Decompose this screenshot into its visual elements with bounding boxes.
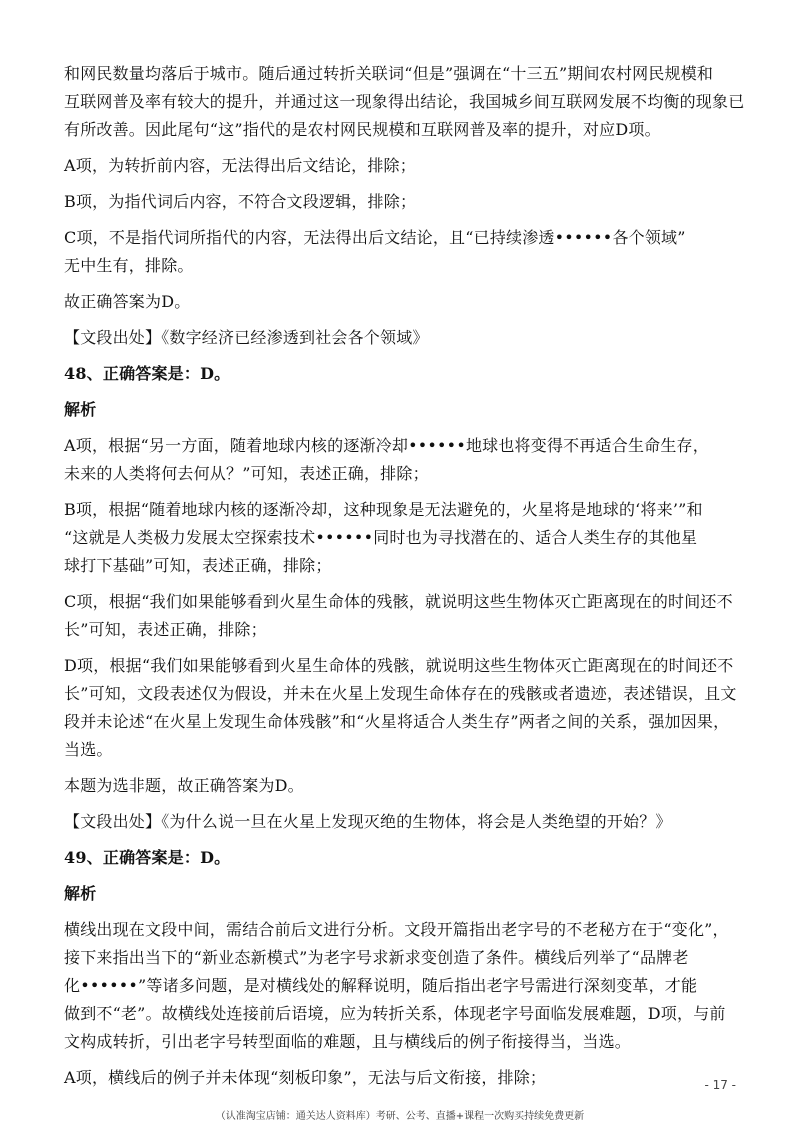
section-heading	[64, 880, 740, 908]
text-line: 解析	[64, 884, 97, 903]
paragraph	[64, 808, 740, 836]
section-heading	[64, 360, 740, 388]
text-line: 当选。	[64, 740, 113, 759]
text-line: C项，根据“我们如果能够看到火星生命体的残骸，就说明这些生物体灭亡距离现在的时间还不	[64, 592, 733, 611]
text-line: 做到不“老”。故横线处连接前后语境，应为转折关系，体现老字号面临发展难题，D项，与前	[64, 1004, 726, 1023]
text-line: 解析	[64, 400, 97, 419]
text-line: 【文段出处】《数字经济已经渗透到社会各个领域》	[64, 328, 429, 347]
page-number: - 17 -	[704, 1078, 736, 1092]
text-line: 球打下基础”可知，表述正确，排除；	[64, 556, 332, 575]
text-line: “这就是人类极力发展太空探索技术••••••同时也为寻找潜在的、适合人类生存的其他星	[64, 528, 698, 547]
text-line: A项，根据“另一方面，随着地球内核的逐渐冷却••••••地球也将变得不再适合生命生存，	[64, 436, 709, 455]
text-line: 故正确答案为D。	[64, 292, 191, 311]
text-line: 横线出现在文段中间，需结合前后文进行分析。文段开篇指出老字号的不老秘方在于“变化”，	[64, 920, 729, 939]
text-line: A项，横线后的例子并未体现“刻板印象”，无法与后文衔接，排除；	[64, 1068, 547, 1087]
text-line: D项，根据“我们如果能够看到火星生命体的残骸，就说明这些生物体灭亡距离现在的时间还不	[64, 656, 734, 675]
page-footer: （认准淘宝店铺：通关达人资料库）考研、公考、直播+课程一次购买持续免费更新	[215, 1111, 585, 1122]
text-line: 段并未论述“在火星上发现生命体残骸”和“火星将适合人类生存”两者之间的关系，强加因果，	[64, 712, 730, 731]
text-line: 化••••••”等诸多问题，是对横线处的解释说明，随后指出老字号需进行深刻变革，才能	[64, 976, 698, 995]
paragraph	[64, 772, 740, 800]
text-line: 文构成转折，引出老字号转型面临的难题，且与横线后的例子衔接得当，当选。	[64, 1032, 632, 1051]
paragraph	[64, 1064, 740, 1092]
text-line: 本题为选非题，故正确答案为D。	[64, 776, 304, 795]
text-line: A项，为转折前内容，无法得出后文结论，排除；	[64, 156, 416, 175]
paragraph	[64, 432, 740, 488]
text-line: 接下来指出当下的“新业态新模式”为老字号求新求变创造了条件。横线后列举了“品牌老	[64, 948, 689, 967]
paragraph	[64, 188, 740, 216]
paragraph	[64, 60, 745, 144]
text-line: B项，为指代词后内容，不符合文段逻辑，排除；	[64, 192, 417, 211]
text-line: 未来的人类将何去何从？”可知，表述正确，排除；	[64, 464, 429, 483]
text-line: 互联网普及率有较大的提升，并通过这一现象得出结论，我国城乡间互联网发展不均衡的现象已	[64, 92, 745, 111]
document-body	[64, 60, 745, 1100]
paragraph	[64, 288, 740, 316]
paragraph	[64, 496, 740, 580]
section-heading	[64, 844, 740, 872]
text-line: 和网民数量均落后于城市。随后通过转折关联词“但是”强调在“十三五”期间农村网民规模和	[64, 64, 714, 83]
text-line: 长”可知，表述正确，排除；	[64, 620, 267, 639]
text-line: 无中生有，排除。	[64, 256, 194, 275]
paragraph	[64, 152, 740, 180]
paragraph	[64, 652, 740, 764]
text-line: 长”可知，文段表述仅为假设，并未在火星上发现生命体存在的残骸或者遗迹，表述错误，且文	[64, 684, 737, 703]
paragraph	[64, 224, 740, 280]
text-line: B项，根据“随着地球内核的逐渐冷却，这种现象是无法避免的，火星将是地球的‘将来’”和	[64, 500, 703, 519]
section-heading	[64, 396, 740, 424]
text-line: C项，不是指代词所指代的内容，无法得出后文结论，且“已持续渗透••••••各个领域”	[64, 228, 686, 247]
text-line: 48、正确答案是：D。	[64, 364, 231, 383]
paragraph	[64, 916, 740, 1056]
paragraph	[64, 588, 740, 644]
text-line: 49、正确答案是：D。	[64, 848, 231, 867]
text-line: 有所改善。因此尾句“这”指代的是农村网民规模和互联网普及率的提升，对应D项。	[64, 120, 661, 139]
paragraph	[64, 324, 740, 352]
text-line: 【文段出处】《为什么说一旦在火星上发现灭绝的生物体，将会是人类绝望的开始？》	[64, 812, 672, 831]
